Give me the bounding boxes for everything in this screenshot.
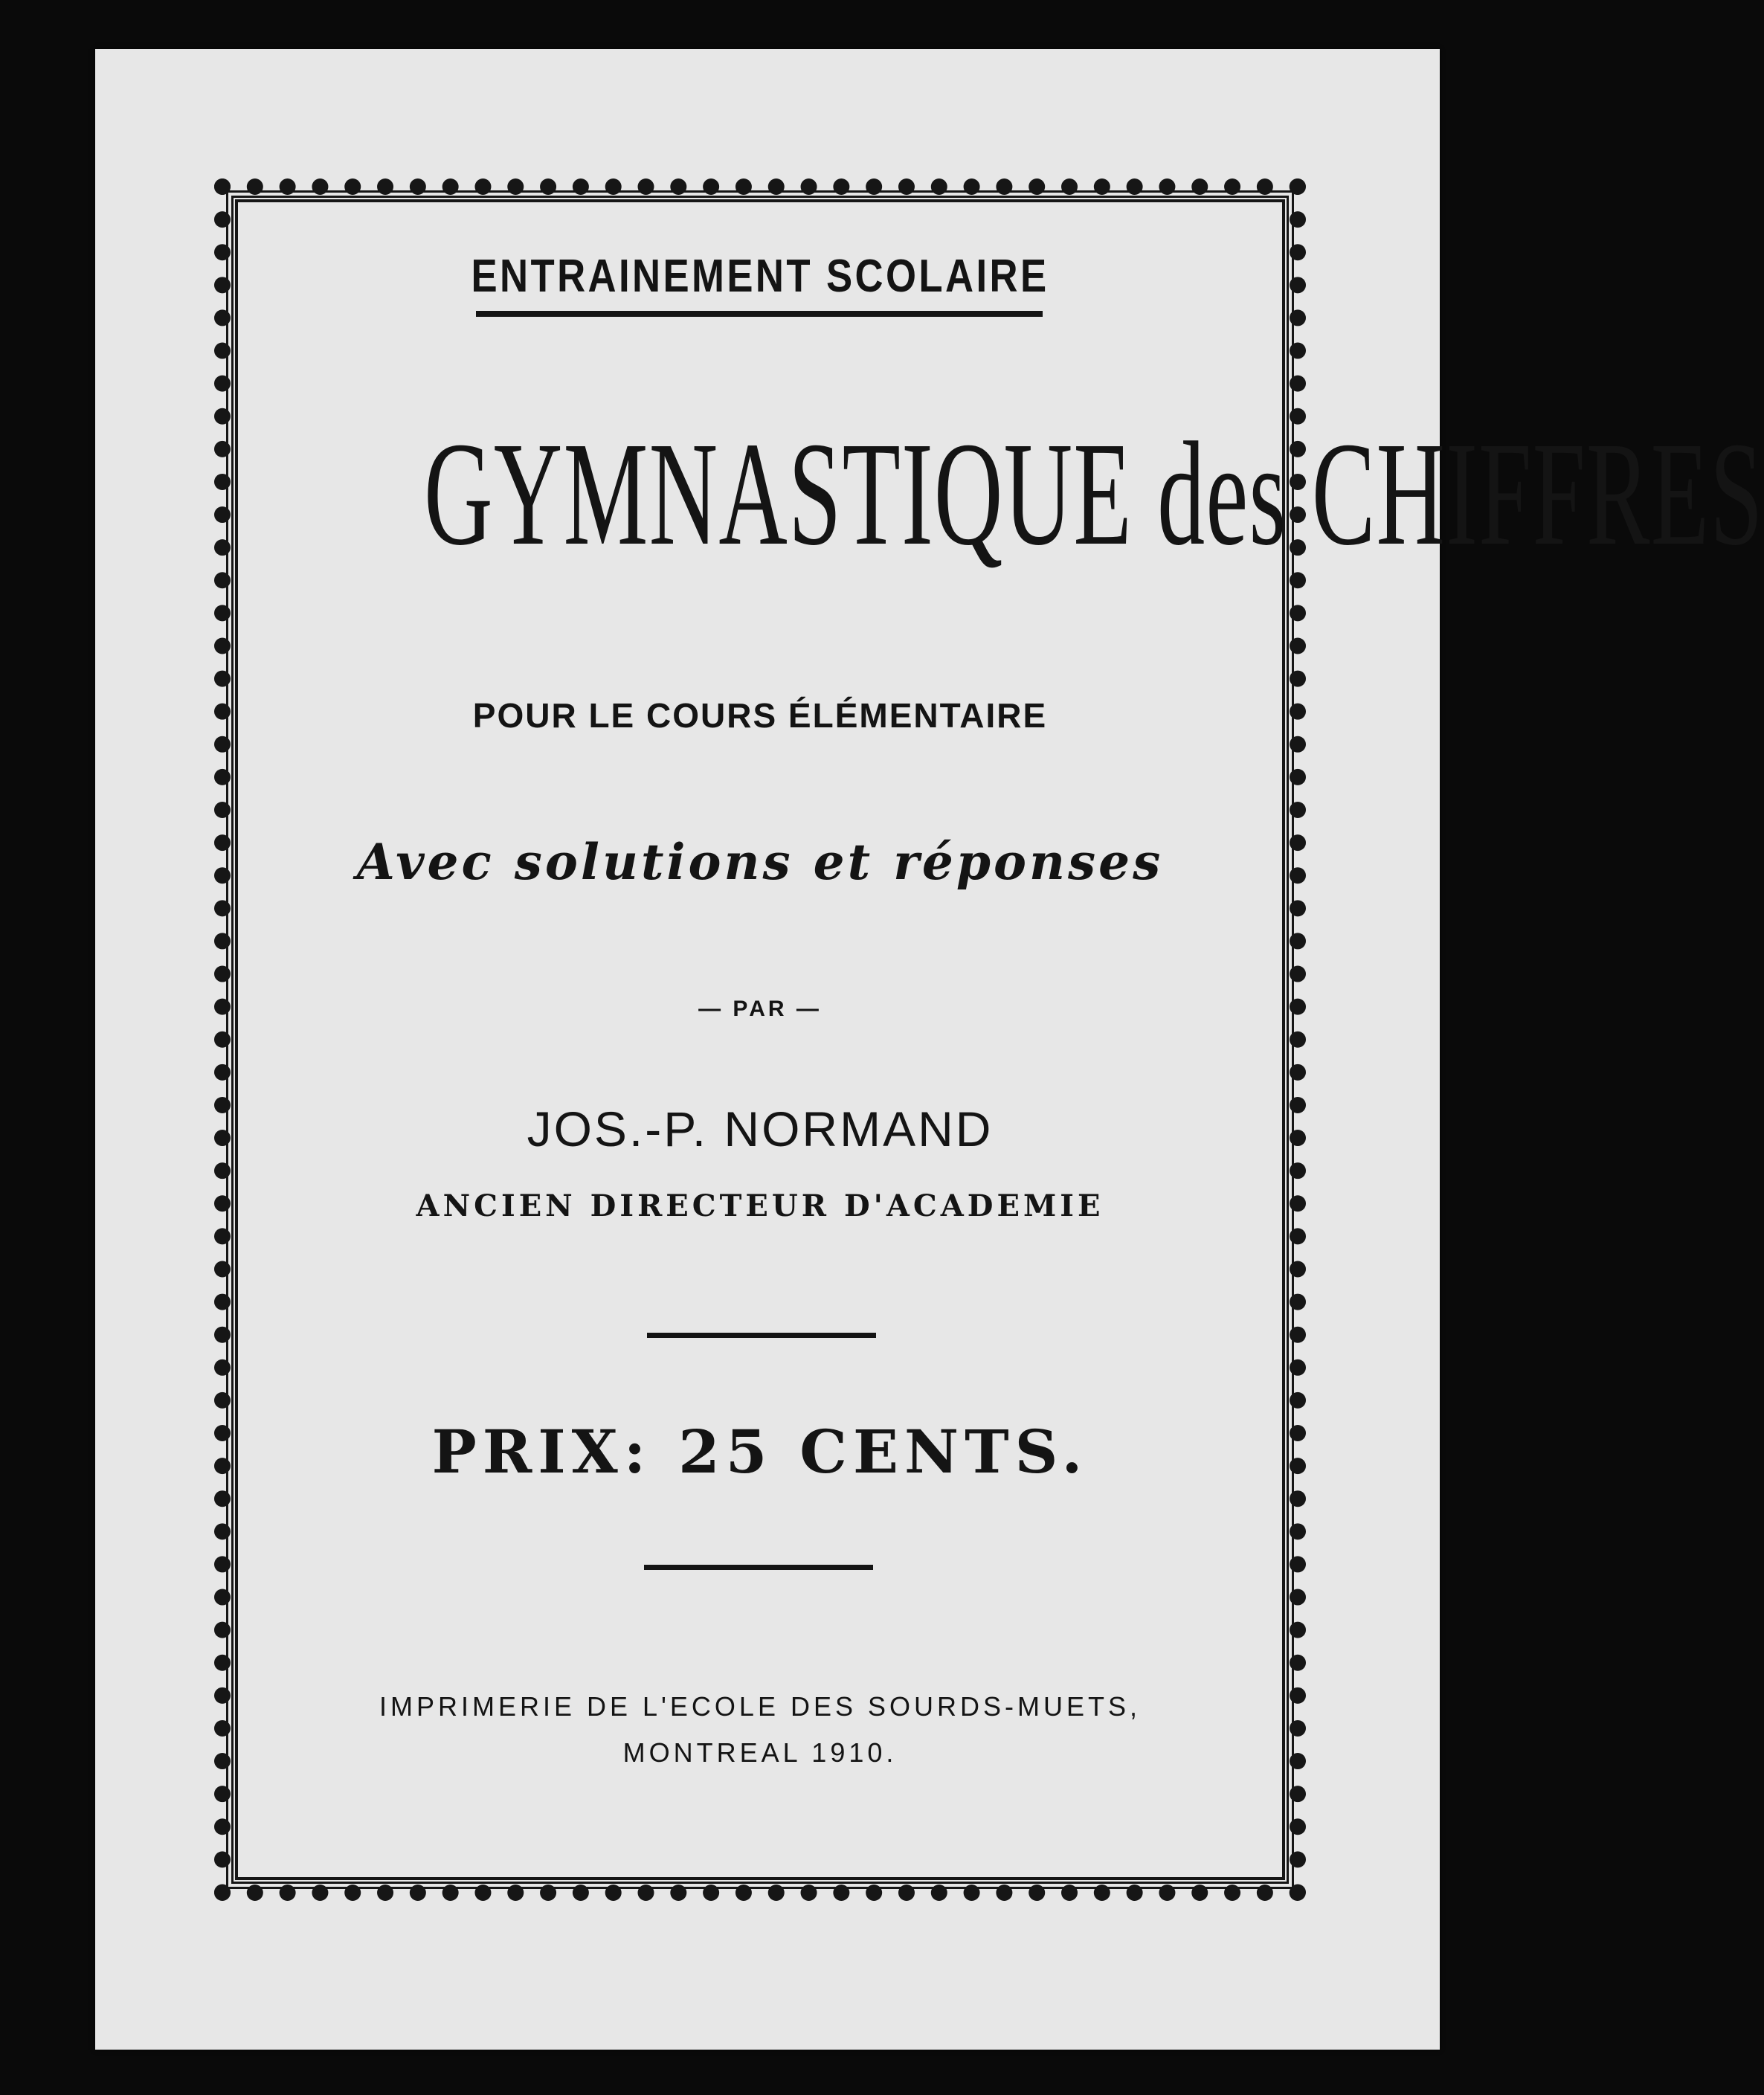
series-heading: ENTRAINEMENT SCOLAIRE — [471, 251, 1049, 302]
imprint-place-date: MONTREAL 1910. — [622, 1737, 898, 1768]
series-underline — [476, 311, 1043, 317]
divider-rule-top — [647, 1333, 876, 1338]
book-title: GYMNASTIQUE des CHIFFRES — [424, 412, 1764, 576]
tagline: Avec solutions et réponses — [356, 833, 1164, 891]
imprint-publisher: IMPRIMERIE DE L'ECOLE DES SOURDS-MUETS, — [379, 1691, 1141, 1722]
book-subtitle: POUR LE COURS ÉLÉMENTAIRE — [472, 696, 1048, 735]
divider-rule-bottom — [644, 1565, 873, 1570]
price-label: PRIX: 25 CENTS. — [431, 1417, 1089, 1487]
by-line: — PAR — — [698, 997, 822, 1021]
author-name: JOS.-P. NORMAND — [527, 1101, 994, 1156]
author-role: ANCIEN DIRECTEUR D'ACADEMIE — [416, 1188, 1104, 1223]
